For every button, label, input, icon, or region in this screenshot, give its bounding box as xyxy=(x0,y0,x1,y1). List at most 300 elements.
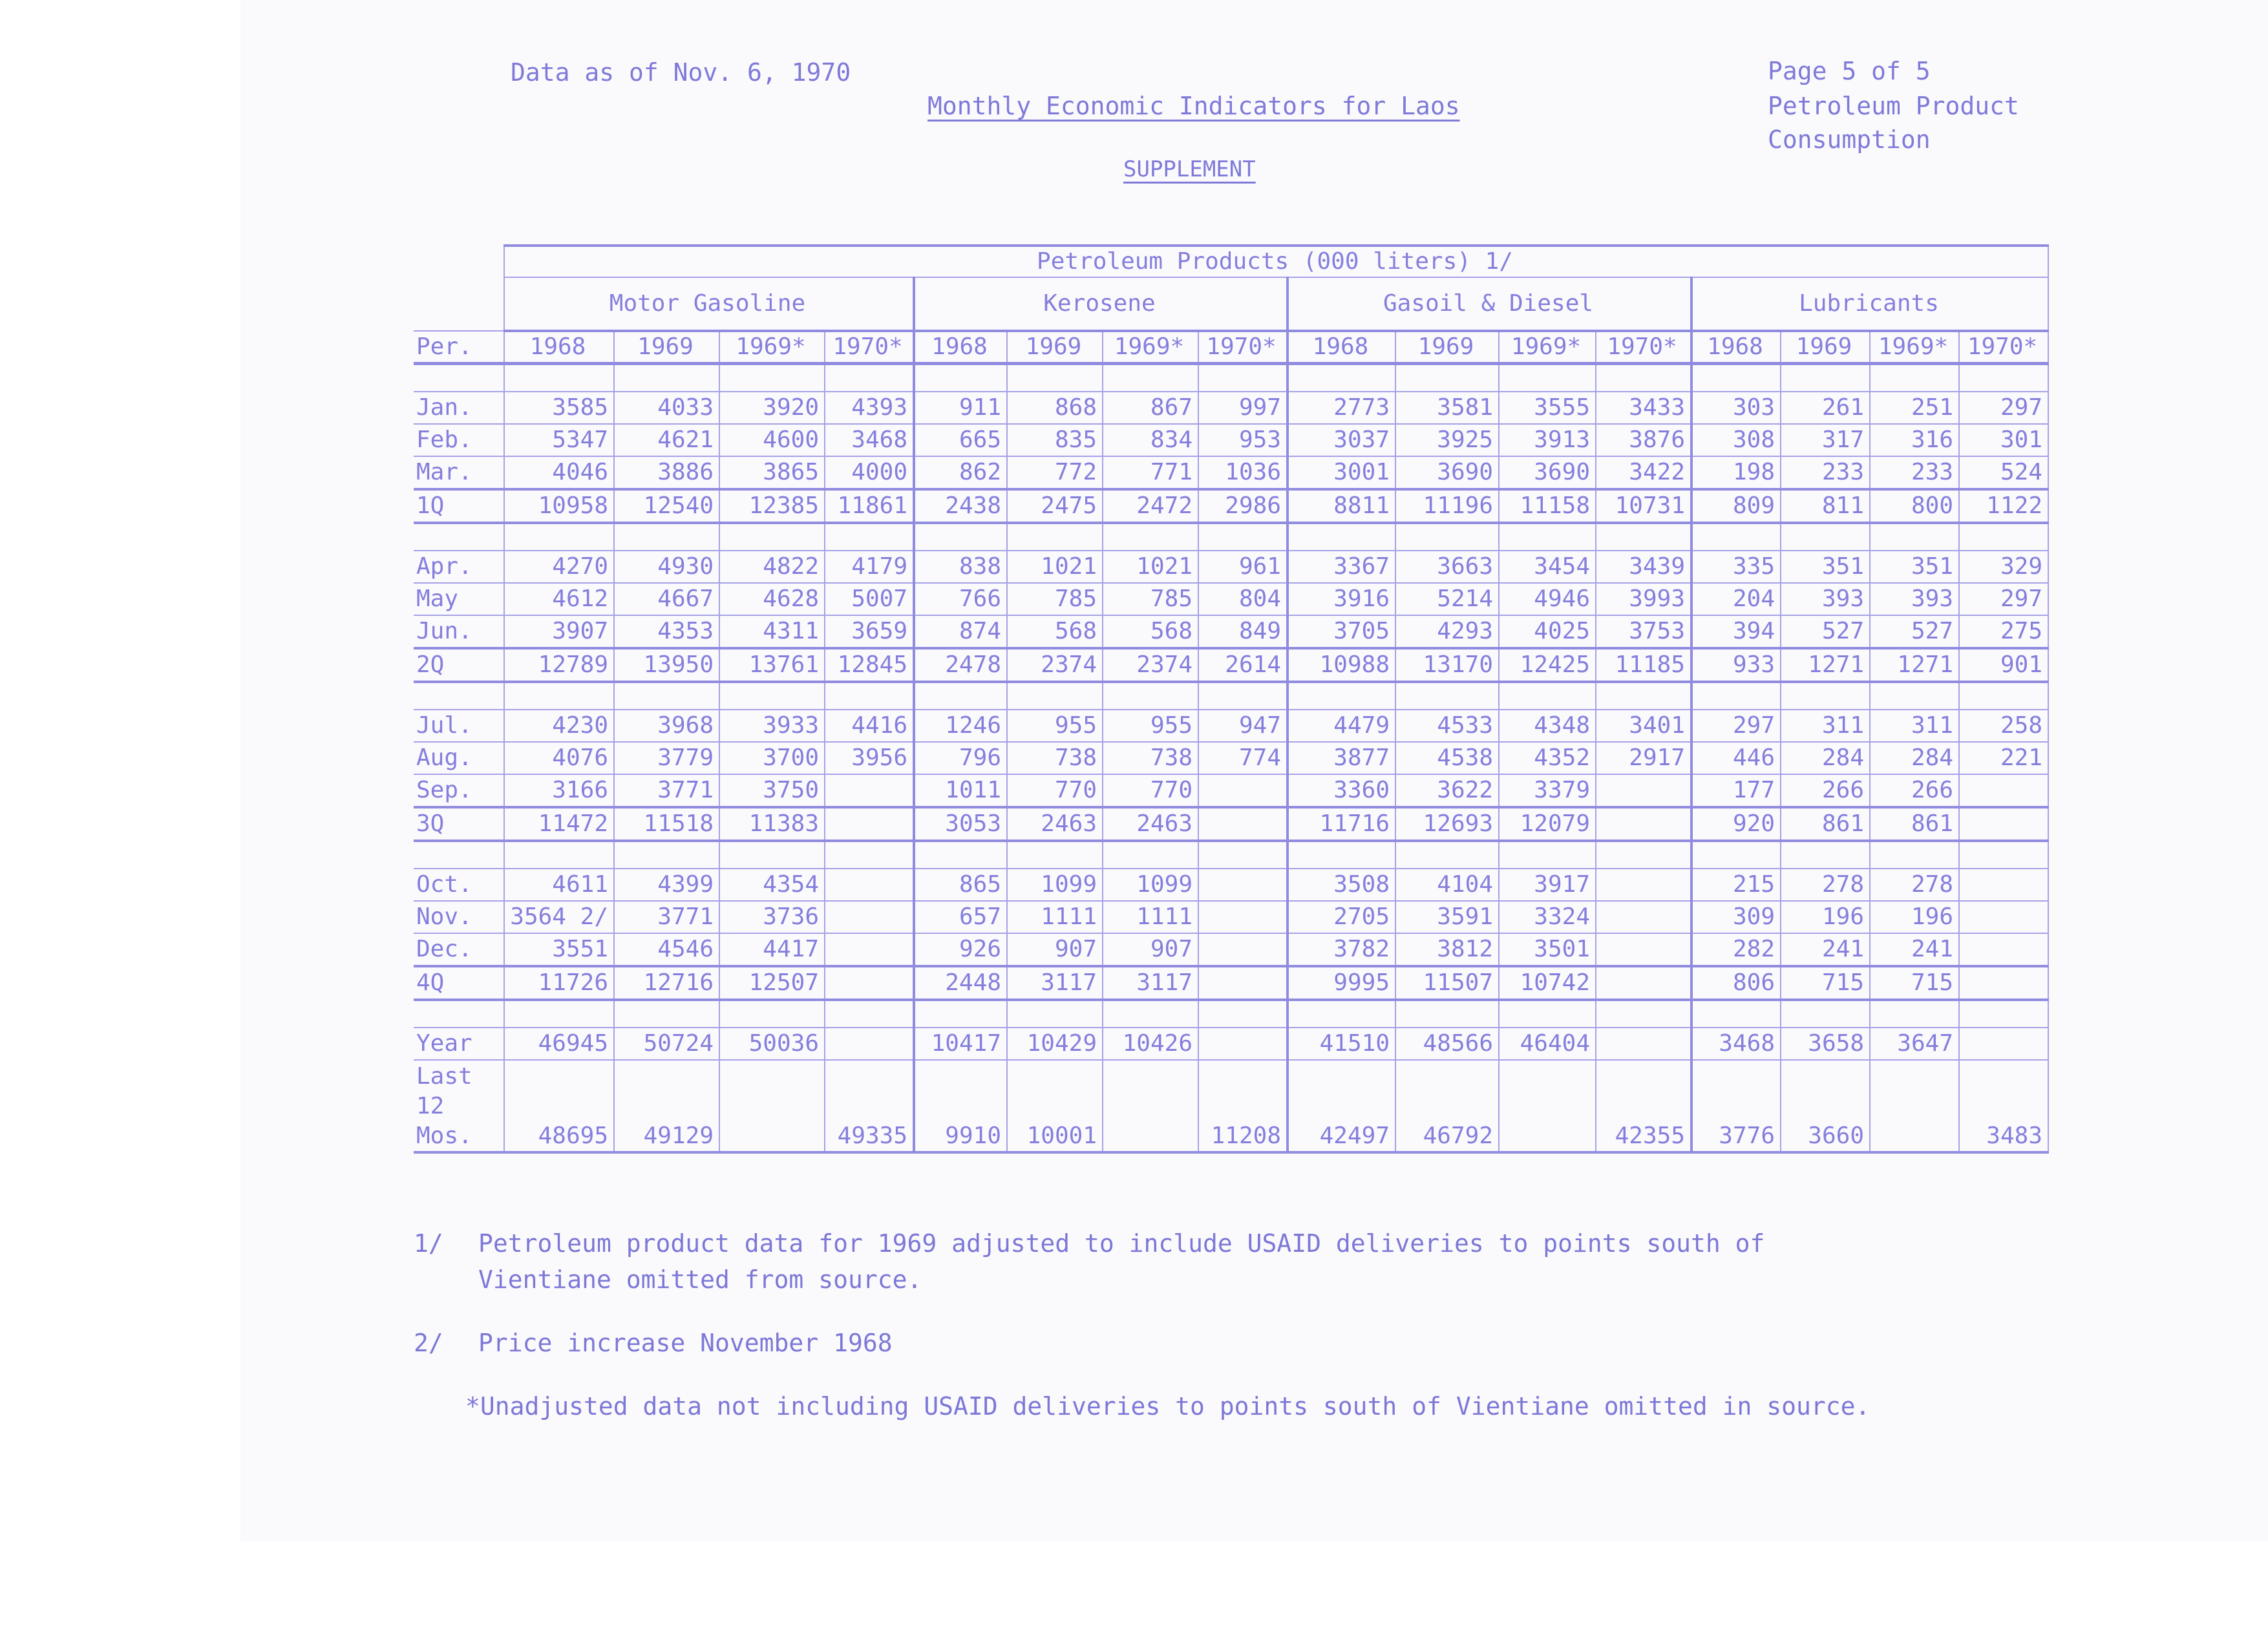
table-cell: 4416 xyxy=(825,710,914,742)
table-cell: 284 xyxy=(1781,742,1870,774)
spacer-row xyxy=(414,1000,2048,1028)
row-label: 3Q xyxy=(414,807,504,841)
table-row xyxy=(414,1028,2048,1060)
table-cell: 42355 xyxy=(1596,1060,1691,1152)
table-cell: 772 xyxy=(1007,456,1103,489)
table-cell: 4353 xyxy=(614,615,719,648)
table-cell: 297 xyxy=(1959,583,2048,615)
table-cell: 49129 xyxy=(614,1060,719,1152)
table-cell: 955 xyxy=(1007,710,1103,742)
row-label: Jan. xyxy=(414,392,504,424)
table-cell: 3907 xyxy=(504,615,614,648)
table-cell: 12693 xyxy=(1395,807,1499,841)
table-cell: 1122 xyxy=(1959,489,2048,523)
table-cell xyxy=(825,774,914,807)
table-cell: 394 xyxy=(1691,615,1781,648)
year-header: 1968 xyxy=(1288,331,1395,364)
table-cell: 961 xyxy=(1198,551,1288,583)
table-cell: 1271 xyxy=(1870,648,1959,682)
table-cell: 3439 xyxy=(1596,551,1691,583)
table-cell xyxy=(1596,1028,1691,1060)
table-cell: 4621 xyxy=(614,424,719,456)
table-cell: 997 xyxy=(1198,392,1288,424)
table-cell: 2773 xyxy=(1288,392,1395,424)
table-cell: 2614 xyxy=(1198,648,1288,682)
year-header: 1969 xyxy=(1781,331,1870,364)
table-row xyxy=(414,966,2048,1000)
table-cell: 3360 xyxy=(1288,774,1395,807)
table-cell xyxy=(1959,807,2048,841)
table-cell: 3993 xyxy=(1596,583,1691,615)
row-label: Jul. xyxy=(414,710,504,742)
footnote-1-mark: 1/ xyxy=(414,1229,443,1258)
table-cell: 308 xyxy=(1691,424,1781,456)
table-cell: 10731 xyxy=(1596,489,1691,523)
table-cell: 3916 xyxy=(1288,583,1395,615)
table-cell: 527 xyxy=(1870,615,1959,648)
table-row xyxy=(414,648,2048,682)
table-cell: 3779 xyxy=(614,742,719,774)
spacer-row xyxy=(414,841,2048,869)
table-cell: 49335 xyxy=(825,1060,914,1152)
section-title-line2: Consumption xyxy=(1768,125,1931,154)
table-cell: 3433 xyxy=(1596,392,1691,424)
year-header: 1970* xyxy=(1198,331,1288,364)
table-cell: 835 xyxy=(1007,424,1103,456)
table-cell: 266 xyxy=(1870,774,1959,807)
table-cell: 446 xyxy=(1691,742,1781,774)
table-row xyxy=(414,901,2048,933)
year-header: 1969* xyxy=(1103,331,1198,364)
row-label: Oct. xyxy=(414,869,504,901)
table-cell: 241 xyxy=(1870,933,1959,966)
table-cell: 1271 xyxy=(1781,648,1870,682)
table-cell: 770 xyxy=(1007,774,1103,807)
table-cell: 3782 xyxy=(1288,933,1395,966)
table-cell: 3564 2/ xyxy=(504,901,614,933)
footnote-1-line1: Petroleum product data for 1969 adjusted to include USAID deliveries to points south of xyxy=(478,1229,1765,1258)
table-cell: 657 xyxy=(914,901,1007,933)
table-cell: 4667 xyxy=(614,583,719,615)
table-cell: 297 xyxy=(1959,392,2048,424)
table-cell: 3753 xyxy=(1596,615,1691,648)
table-cell xyxy=(825,1028,914,1060)
table-cell: 4348 xyxy=(1499,710,1596,742)
table-cell: 861 xyxy=(1781,807,1870,841)
table-cell: 804 xyxy=(1198,583,1288,615)
table-cell xyxy=(719,1060,825,1152)
row-label: Nov. xyxy=(414,901,504,933)
footnote-asterisk: *Unadjusted data not including USAID deliveries to points south of Vientiane omitted in source. xyxy=(465,1392,1871,1421)
table-cell: 955 xyxy=(1103,710,1198,742)
table-cell: 1011 xyxy=(914,774,1007,807)
table-cell: 3581 xyxy=(1395,392,1499,424)
table-cell: 715 xyxy=(1870,966,1959,1000)
table-cell: 785 xyxy=(1007,583,1103,615)
table-cell: 933 xyxy=(1691,648,1781,682)
table-cell: 266 xyxy=(1781,774,1870,807)
table-cell: 278 xyxy=(1870,869,1959,901)
table-cell: 198 xyxy=(1691,456,1781,489)
row-label: Last 12 Mos. xyxy=(414,1060,504,1152)
table-row xyxy=(414,615,2048,648)
year-header: 1970* xyxy=(1596,331,1691,364)
row-label: 2Q xyxy=(414,648,504,682)
table-cell: 738 xyxy=(1103,742,1198,774)
table-cell: 568 xyxy=(1103,615,1198,648)
table-cell: 3658 xyxy=(1781,1028,1870,1060)
table-cell: 3053 xyxy=(914,807,1007,841)
footnote-2 xyxy=(414,1326,893,1360)
footnote-1 xyxy=(414,1227,1765,1260)
table-cell xyxy=(825,901,914,933)
table-cell: 4230 xyxy=(504,710,614,742)
table-cell xyxy=(1596,807,1691,841)
table-cell: 335 xyxy=(1691,551,1781,583)
table-cell: 12079 xyxy=(1499,807,1596,841)
year-header: 1969* xyxy=(1870,331,1959,364)
table-cell: 297 xyxy=(1691,710,1781,742)
table-cell: 12845 xyxy=(825,648,914,682)
petroleum-table xyxy=(414,244,2049,1154)
table-cell: 10001 xyxy=(1007,1060,1103,1152)
table-cell: 12716 xyxy=(614,966,719,1000)
table-cell: 284 xyxy=(1870,742,1959,774)
table-cell: 3468 xyxy=(1691,1028,1781,1060)
table-cell: 393 xyxy=(1781,583,1870,615)
table-cell: 48695 xyxy=(504,1060,614,1152)
row-label: Mar. xyxy=(414,456,504,489)
table-cell: 251 xyxy=(1870,392,1959,424)
table-cell: 11472 xyxy=(504,807,614,841)
table-cell: 13170 xyxy=(1395,648,1499,682)
table-cell: 3913 xyxy=(1499,424,1596,456)
table-cell: 3956 xyxy=(825,742,914,774)
table-cell: 3117 xyxy=(1007,966,1103,1000)
table-cell: 3663 xyxy=(1395,551,1499,583)
table-cell: 568 xyxy=(1007,615,1103,648)
table-cell: 4025 xyxy=(1499,615,1596,648)
table-cell xyxy=(1870,1060,1959,1152)
table-cell: 785 xyxy=(1103,583,1198,615)
table-cell: 4393 xyxy=(825,392,914,424)
table-cell: 4000 xyxy=(825,456,914,489)
table-cell: 4946 xyxy=(1499,583,1596,615)
row-label: 1Q xyxy=(414,489,504,523)
table-cell: 862 xyxy=(914,456,1007,489)
table-cell: 1246 xyxy=(914,710,1007,742)
table-cell: 806 xyxy=(1691,966,1781,1000)
table-cell: 2463 xyxy=(1007,807,1103,841)
table-cell: 3660 xyxy=(1781,1060,1870,1152)
table-cell: 5007 xyxy=(825,583,914,615)
row-label: Feb. xyxy=(414,424,504,456)
table-row xyxy=(414,551,2048,583)
table-cell xyxy=(825,933,914,966)
table-cell xyxy=(1198,933,1288,966)
date-line: Data as of Nov. 6, 1970 xyxy=(511,58,851,87)
table-cell xyxy=(825,807,914,841)
table-cell xyxy=(1959,1028,2048,1060)
table-cell: 11518 xyxy=(614,807,719,841)
spacer-row xyxy=(414,523,2048,551)
table-cell: 221 xyxy=(1959,742,2048,774)
document-title: Monthly Economic Indicators for Laos xyxy=(927,92,1460,120)
table-cell: 3037 xyxy=(1288,424,1395,456)
table-row xyxy=(414,583,2048,615)
table-cell: 3508 xyxy=(1288,869,1395,901)
table-cell: 3736 xyxy=(719,901,825,933)
table-cell xyxy=(1198,869,1288,901)
table-cell: 10429 xyxy=(1007,1028,1103,1060)
table-cell: 204 xyxy=(1691,583,1781,615)
table-cell: 527 xyxy=(1781,615,1870,648)
row-label: Sep. xyxy=(414,774,504,807)
table-cell: 1099 xyxy=(1103,869,1198,901)
table-cell: 926 xyxy=(914,933,1007,966)
table-cell: 3865 xyxy=(719,456,825,489)
row-label: Dec. xyxy=(414,933,504,966)
table-cell: 11158 xyxy=(1499,489,1596,523)
group-header: Lubricants xyxy=(1691,277,2048,331)
table-cell: 811 xyxy=(1781,489,1870,523)
table-cell: 800 xyxy=(1870,489,1959,523)
table-cell: 2475 xyxy=(1007,489,1103,523)
table-cell: 3690 xyxy=(1395,456,1499,489)
table-cell: 947 xyxy=(1198,710,1288,742)
table-cell: 3876 xyxy=(1596,424,1691,456)
table-cell: 3367 xyxy=(1288,551,1395,583)
table-cell: 4479 xyxy=(1288,710,1395,742)
table-cell: 11507 xyxy=(1395,966,1499,1000)
table-cell: 303 xyxy=(1691,392,1781,424)
year-header: 1968 xyxy=(1691,331,1781,364)
table-cell: 3551 xyxy=(504,933,614,966)
table-cell xyxy=(1198,807,1288,841)
table-cell: 309 xyxy=(1691,901,1781,933)
table-cell: 4352 xyxy=(1499,742,1596,774)
table-cell: 4538 xyxy=(1395,742,1499,774)
table-cell xyxy=(825,869,914,901)
table-cell: 907 xyxy=(1103,933,1198,966)
table-cell: 1099 xyxy=(1007,869,1103,901)
table-cell xyxy=(1596,966,1691,1000)
table-cell: 4046 xyxy=(504,456,614,489)
table-cell: 196 xyxy=(1781,901,1870,933)
table-cell: 1021 xyxy=(1103,551,1198,583)
year-header: 1970* xyxy=(1959,331,2048,364)
page-number: Page 5 of 5 xyxy=(1768,57,1931,85)
table-cell: 1111 xyxy=(1103,901,1198,933)
table-cell: 3776 xyxy=(1691,1060,1781,1152)
row-label: Aug. xyxy=(414,742,504,774)
row-label: 4Q xyxy=(414,966,504,1000)
table-cell xyxy=(1596,869,1691,901)
table-cell: 4293 xyxy=(1395,615,1499,648)
table-cell: 311 xyxy=(1870,710,1959,742)
table-cell: 316 xyxy=(1870,424,1959,456)
table-cell: 233 xyxy=(1870,456,1959,489)
table-cell: 868 xyxy=(1007,392,1103,424)
table-cell xyxy=(1959,901,2048,933)
table-row xyxy=(414,710,2048,742)
year-header: 1968 xyxy=(914,331,1007,364)
table-cell: 1036 xyxy=(1198,456,1288,489)
table-cell: 715 xyxy=(1781,966,1870,1000)
spacer-row xyxy=(414,364,2048,392)
year-header: 1969* xyxy=(719,331,825,364)
table-cell xyxy=(1959,933,2048,966)
table-cell: 13761 xyxy=(719,648,825,682)
table-cell xyxy=(1103,1060,1198,1152)
table-cell: 42497 xyxy=(1288,1060,1395,1152)
table-cell: 3117 xyxy=(1103,966,1198,1000)
table-cell xyxy=(1198,966,1288,1000)
table-row xyxy=(414,424,2048,456)
table-cell: 907 xyxy=(1007,933,1103,966)
row-label: Year xyxy=(414,1028,504,1060)
table-cell: 3968 xyxy=(614,710,719,742)
per-header: Per. xyxy=(414,331,504,364)
table-cell: 3591 xyxy=(1395,901,1499,933)
table-cell xyxy=(1596,774,1691,807)
table-cell: 865 xyxy=(914,869,1007,901)
table-cell: 771 xyxy=(1103,456,1198,489)
year-header: 1969 xyxy=(1395,331,1499,364)
table-cell: 4417 xyxy=(719,933,825,966)
section-title-line1: Petroleum Product xyxy=(1768,92,2019,120)
table-cell: 351 xyxy=(1870,551,1959,583)
table-cell: 3690 xyxy=(1499,456,1596,489)
table-cell: 8811 xyxy=(1288,489,1395,523)
table-cell: 3622 xyxy=(1395,774,1499,807)
table-row xyxy=(414,489,2048,523)
table-cell: 3659 xyxy=(825,615,914,648)
table-cell xyxy=(1959,774,2048,807)
table-cell: 3705 xyxy=(1288,615,1395,648)
table-cell: 953 xyxy=(1198,424,1288,456)
table-cell: 4311 xyxy=(719,615,825,648)
table-cell: 5214 xyxy=(1395,583,1499,615)
table-cell: 770 xyxy=(1103,774,1198,807)
table-cell: 275 xyxy=(1959,615,2048,648)
table-cell: 3401 xyxy=(1596,710,1691,742)
table-cell: 215 xyxy=(1691,869,1781,901)
footnote-1-line2: Vientiane omitted from source. xyxy=(478,1265,922,1294)
table-cell: 3771 xyxy=(614,901,719,933)
table-cell: 3920 xyxy=(719,392,825,424)
table-row xyxy=(414,456,2048,489)
table-cell xyxy=(1198,901,1288,933)
table-cell: 838 xyxy=(914,551,1007,583)
table-cell: 911 xyxy=(914,392,1007,424)
table-cell: 3877 xyxy=(1288,742,1395,774)
table-cell: 5347 xyxy=(504,424,614,456)
table-cell: 4354 xyxy=(719,869,825,901)
table-cell: 311 xyxy=(1781,710,1870,742)
left-margin xyxy=(0,0,240,1648)
table-cell: 11185 xyxy=(1596,648,1691,682)
table-cell: 3812 xyxy=(1395,933,1499,966)
table-cell: 2478 xyxy=(914,648,1007,682)
table-cell xyxy=(1959,869,2048,901)
table-cell: 177 xyxy=(1691,774,1781,807)
table-cell: 11861 xyxy=(825,489,914,523)
table-cell: 10426 xyxy=(1103,1028,1198,1060)
table-cell: 196 xyxy=(1870,901,1959,933)
table-row xyxy=(414,807,2048,841)
table-cell: 3933 xyxy=(719,710,825,742)
table-cell: 861 xyxy=(1870,807,1959,841)
table-cell: 351 xyxy=(1781,551,1870,583)
table-cell: 901 xyxy=(1959,648,2048,682)
table-cell: 3454 xyxy=(1499,551,1596,583)
table-cell: 4930 xyxy=(614,551,719,583)
row-label: May xyxy=(414,583,504,615)
table-cell: 4822 xyxy=(719,551,825,583)
table-cell: 258 xyxy=(1959,710,2048,742)
table-cell: 12385 xyxy=(719,489,825,523)
table-cell: 301 xyxy=(1959,424,2048,456)
table-cell: 524 xyxy=(1959,456,2048,489)
table-caption: Petroleum Products (000 liters) 1/ xyxy=(504,246,2048,277)
group-header: Gasoil & Diesel xyxy=(1288,277,1691,331)
table-cell: 9995 xyxy=(1288,966,1395,1000)
table-cell: 1111 xyxy=(1007,901,1103,933)
table-cell: 46945 xyxy=(504,1028,614,1060)
table-cell: 2374 xyxy=(1103,648,1198,682)
table-cell xyxy=(1596,901,1691,933)
table-cell: 2986 xyxy=(1198,489,1288,523)
table-cell: 317 xyxy=(1781,424,1870,456)
table-cell: 3001 xyxy=(1288,456,1395,489)
table-cell: 3750 xyxy=(719,774,825,807)
spacer-row xyxy=(414,682,2048,710)
table-cell: 4533 xyxy=(1395,710,1499,742)
group-header: Kerosene xyxy=(914,277,1288,331)
table-cell: 3422 xyxy=(1596,456,1691,489)
table-cell: 278 xyxy=(1781,869,1870,901)
year-header: 1968 xyxy=(504,331,614,364)
year-header: 1970* xyxy=(825,331,914,364)
table-cell: 46792 xyxy=(1395,1060,1499,1152)
footnote-2-text: Price increase November 1968 xyxy=(478,1329,893,1357)
table-cell: 2374 xyxy=(1007,648,1103,682)
table-cell: 3585 xyxy=(504,392,614,424)
table-row xyxy=(414,392,2048,424)
table-cell: 2463 xyxy=(1103,807,1198,841)
table-cell: 3647 xyxy=(1870,1028,1959,1060)
table-cell: 2438 xyxy=(914,489,1007,523)
table-cell: 2472 xyxy=(1103,489,1198,523)
table-cell: 3379 xyxy=(1499,774,1596,807)
table-cell: 3166 xyxy=(504,774,614,807)
table-cell: 41510 xyxy=(1288,1028,1395,1060)
table-cell: 11196 xyxy=(1395,489,1499,523)
table-cell: 920 xyxy=(1691,807,1781,841)
table-cell: 4270 xyxy=(504,551,614,583)
table-cell: 774 xyxy=(1198,742,1288,774)
table-cell: 766 xyxy=(914,583,1007,615)
table-cell: 12507 xyxy=(719,966,825,1000)
corner-cell xyxy=(414,246,504,277)
table-cell: 12425 xyxy=(1499,648,1596,682)
table-cell: 849 xyxy=(1198,615,1288,648)
table-cell: 3468 xyxy=(825,424,914,456)
table-cell: 10417 xyxy=(914,1028,1007,1060)
table-cell: 10958 xyxy=(504,489,614,523)
table-cell xyxy=(1596,933,1691,966)
